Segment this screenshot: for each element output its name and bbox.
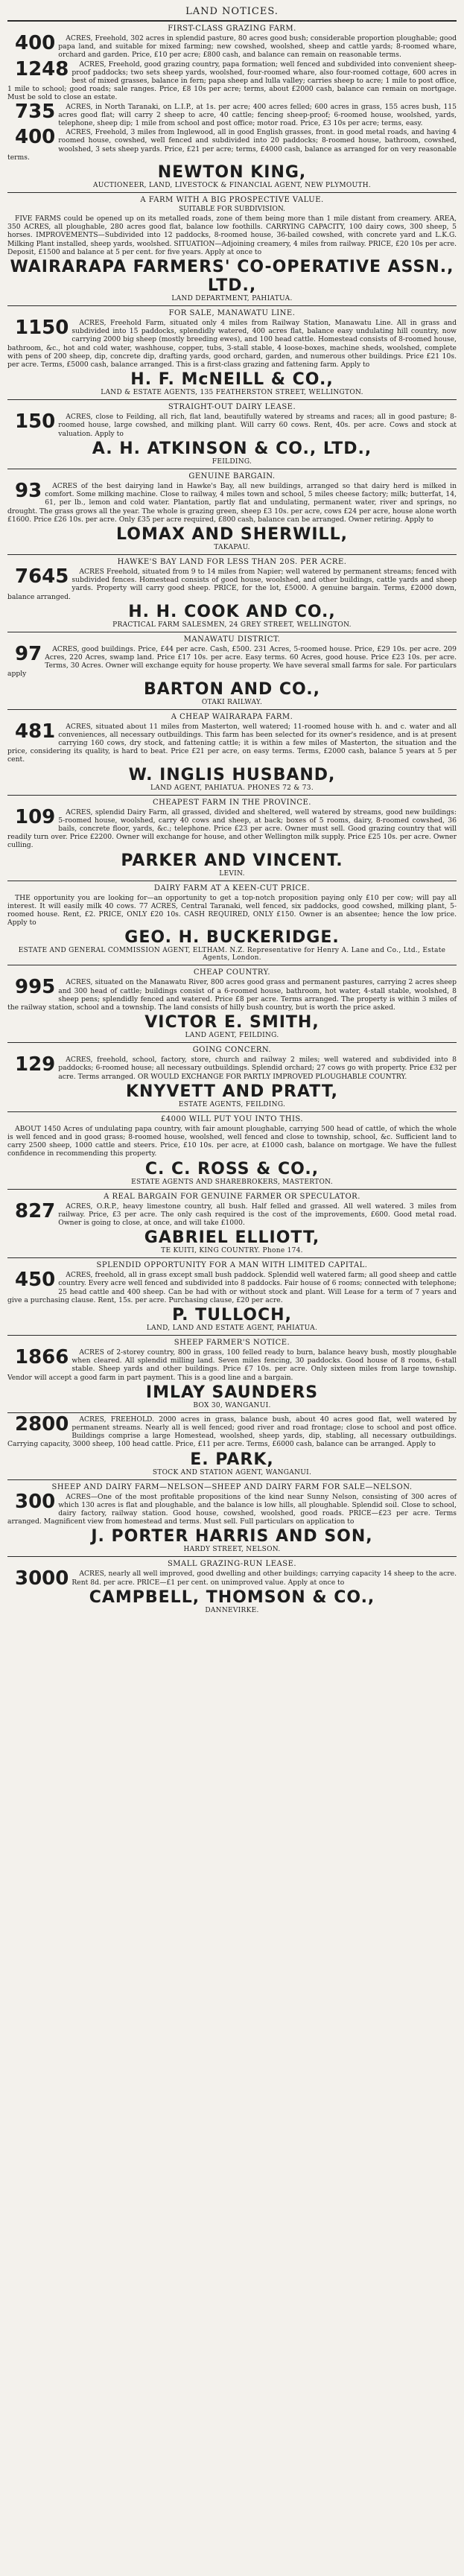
ad-heading: A FARM WITH A BIG PROSPECTIVE VALUE. bbox=[140, 196, 324, 205]
ad-body-text: ACRES, O.R.P., heavy limestone country, all bush. Half felled and grassed. All well watered. 3 miles from railway. Price, £3 per acre. The only cash required is the cost of the improvements, £600. Good metal road. Owner is going to close, at once, and will take £1000. bbox=[58, 1202, 457, 1228]
agent-name: VICTOR E. SMITH, bbox=[144, 1013, 320, 1032]
advertisement bbox=[7, 1479, 457, 1557]
ad-paragraph bbox=[7, 215, 457, 256]
advertisement bbox=[7, 20, 457, 192]
ad-body-text: ACRES, Freehold, 302 acres in splendid pasture, 80 acres good bush; considerable proportion ploughable; good papa land, and suitable for mixed farming; new cowshed, woolshed, sheep and cattle yards; 8-roomed whare, orchard and garden. Price, £10 per acre; £800 cash, and balance can remain on reasonable terms. bbox=[58, 34, 457, 60]
agent-address: LAND AGENT, FEILDING. bbox=[185, 1032, 279, 1040]
ad-paragraph bbox=[7, 100, 457, 128]
agent-name: NEWTON KING, bbox=[157, 163, 307, 183]
ad-paragraph bbox=[7, 479, 457, 524]
ad-subheading: SUITABLE FOR SUBDIVISION. bbox=[178, 206, 286, 214]
advertisement bbox=[7, 1412, 457, 1479]
advertisement bbox=[7, 399, 457, 469]
ad-body-text: ACRES, nearly all well improved, good dwelling and other buildings; carrying capacity 14 sheep to the acre. Rent 8d. per acre. PRICE—£1 per cent. on unimproved value. Apply at once to bbox=[71, 1570, 457, 1587]
advertisement bbox=[7, 469, 457, 554]
ad-paragraph bbox=[7, 128, 457, 162]
agent-name: GEO. H. BUCKERIDGE. bbox=[124, 928, 340, 948]
ad-body-text: ACRES, situated about 11 miles from Masterton, well watered; 11-roomed house with h. and c. water and all conveniences, all necessary outbuildings. This farm has been selected for its owner's residence, and is at present carrying 160 cows, dry stock, and fattening cattle; it is within a few miles of Masterton, the situation and the price, considering its quality, is hard to beat. Price £21 per acre, on easy terms. Terms, £2000 cash, balance 5 years at 5 per cent. bbox=[7, 722, 457, 764]
ad-heading: FOR SALE, MANAWATU LINE. bbox=[168, 309, 296, 318]
agent-name: BARTON AND CO., bbox=[144, 679, 320, 699]
acreage-number: 1866 bbox=[15, 1346, 69, 1369]
agent-name: PARKER AND VINCENT. bbox=[121, 851, 343, 870]
agent-address: LAND, LAND AND ESTATE AGENT, PAHIATUA. bbox=[146, 1325, 318, 1333]
agent-address: ESTATE AGENTS AND SHAREBROKERS, MASTERTON. bbox=[131, 1178, 333, 1186]
ad-heading: SMALL GRAZING-RUN LEASE. bbox=[167, 1560, 297, 1569]
ad-heading: SHEEP FARMER'S NOTICE. bbox=[174, 1339, 290, 1348]
ad-body-text: ACRES, freehold, all in grass except small bush paddock. Splendid well watered farm; all good sheep and cattle country. Every acre well fenced and subdivided into 8 paddocks. Fair house of 6 rooms; connected with telephone; 25 head cattle and 400 sheep. Can be had with or without stock and plant. Will Lease for a term of 7 years and give a purchasing clause. Rent, 15s. per acre. Purchasing clause, £20 per acre. bbox=[7, 1271, 457, 1304]
land-notices-page bbox=[7, 0, 457, 1617]
ad-body-text: ACRES, close to Feilding, all rich, flat land, beautifully watered by streams and races; all in good pasture; 8-roomed house, large cowshed, and milking plant. Will carry 60 cows. Rent, 40s. per acre. Cows and stock at valuation. Apply to bbox=[58, 413, 457, 438]
ad-body-text: ACRES, in North Taranaki, on L.I.P., at 1s. per acre; 400 acres felled; 600 acres in grass, 155 acres bush, 115 acres good flat; will carry 2 sheep to acre, 40 cattle; fencing sheep-proof; 6-roomed house, woolshed, yards, telephone, sheep dip; 1 mile from school and post office; motor road. Price, £3 10s per acre; terms, easy. bbox=[58, 102, 457, 128]
advertisement bbox=[7, 1189, 457, 1258]
acreage-number: 400 bbox=[15, 32, 56, 54]
ad-heading: A REAL BARGAIN FOR GENUINE FARMER OR SPECULATOR. bbox=[104, 1192, 360, 1201]
ad-heading: A CHEAP WAIRARAPA FARM. bbox=[171, 712, 293, 721]
agent-address: STOCK AND STATION AGENT, WANGANUI. bbox=[152, 1468, 312, 1476]
ad-paragraph bbox=[7, 1125, 457, 1158]
agent-name: CAMPBELL, THOMSON & CO., bbox=[89, 1587, 375, 1607]
ad-paragraph bbox=[7, 319, 457, 369]
acreage-number: 400 bbox=[15, 126, 56, 149]
ad-paragraph bbox=[7, 1199, 457, 1228]
ad-body-text: ACRES—One of the most profitable propositions of the kind near Sunny Nelson, consisting of 300 acres of which 130 acres is flat and ploughable, and the balance is low hills, all ploughable. Splendid soil. Close to school, dairy factory, railway station. Good house, cowshed, woolshed, good roads. PRICE—£23 per acre. Terms arranged. Magnificent view from homestead and terms. Must sell. Full particulars on application to bbox=[7, 1492, 457, 1526]
agent-name: C. C. ROSS & CO., bbox=[144, 1159, 320, 1178]
ad-heading: GENUINE BARGAIN. bbox=[188, 472, 276, 480]
ad-body-text: ACRES, splendid Dairy Farm, all grassed, divided and sheltered, well watered by streams, good new buildings: 5-roomed house, woolshed, carry 40 cows and sheep, at back; boxes of 5 rooms, dairy, 8-roomed cowshed, 36 bails, concrete floor, yards, &c.; telephone. Price £23 per acre. Owner must sell. Good grazing country that will readily turn over. Price £2200. Owner will exchange for house, and other Wellington milk supply. Price £25 10s. per acre. Owner culling. bbox=[7, 808, 457, 850]
agent-name: KNYVETT AND PRATT, bbox=[125, 1082, 339, 1101]
ad-paragraph bbox=[7, 1490, 457, 1526]
ad-paragraph bbox=[7, 1412, 457, 1449]
ad-heading: FIRST-CLASS GRAZING FARM. bbox=[168, 25, 296, 33]
ad-paragraph bbox=[7, 720, 457, 764]
agent-address: OTAKI RAILWAY. bbox=[201, 698, 263, 706]
ad-paragraph bbox=[7, 1053, 457, 1081]
advertisement bbox=[7, 1335, 457, 1412]
agent-address: ESTATE AGENTS, FEILDING. bbox=[178, 1100, 286, 1108]
agent-address: LAND & ESTATE AGENTS, 135 FEATHERSTON STREET, WELLINGTON. bbox=[101, 389, 363, 397]
ad-paragraph bbox=[7, 57, 457, 102]
advertisement bbox=[7, 632, 457, 709]
ad-heading: DAIRY FARM AT A KEEN-CUT PRICE. bbox=[153, 883, 311, 892]
ad-body-text: ACRES, freehold, school, factory, store, church and railway 2 miles; well watered and subdivided into 8 paddocks; 6-roomed house; all necessary outbuildings. Splendid orchard; 27 cows go with property. Price £32 per acre. Terms arranged. OR WOULD EXCHANGE FOR PARTLY IMPROVED PLOUGHABLE COUNTRY. bbox=[58, 1056, 457, 1081]
ads-column bbox=[7, 20, 457, 1617]
agent-address: TAKAPAU. bbox=[214, 543, 250, 551]
ad-paragraph bbox=[7, 410, 457, 438]
advertisement bbox=[7, 1042, 457, 1111]
ad-heading: SHEEP AND DAIRY FARM—NELSON—SHEEP AND DAIRY FARM FOR SALE—NELSON. bbox=[51, 1482, 413, 1491]
acreage-number: 129 bbox=[15, 1053, 56, 1076]
ad-heading: CHEAP COUNTRY. bbox=[193, 968, 271, 977]
ad-paragraph bbox=[7, 1271, 457, 1304]
advertisement bbox=[7, 1257, 457, 1335]
advertisement bbox=[7, 881, 457, 965]
agent-name: H. H. COOK AND CO., bbox=[128, 602, 336, 621]
advertisement bbox=[7, 965, 457, 1042]
acreage-number: 450 bbox=[15, 1269, 56, 1292]
agent-name: H. F. McNEILL & CO., bbox=[130, 370, 334, 390]
acreage-number: 97 bbox=[15, 642, 42, 665]
ad-paragraph bbox=[7, 805, 457, 850]
advertisement bbox=[7, 795, 457, 881]
acreage-number: 300 bbox=[15, 1490, 56, 1513]
page-title: LAND NOTICES. bbox=[185, 6, 279, 17]
agent-address: PRACTICAL FARM SALESMEN, 24 GREY STREET, WELLINGTON. bbox=[112, 621, 352, 629]
acreage-number: 481 bbox=[15, 720, 56, 743]
ad-paragraph bbox=[7, 978, 457, 1012]
agent-address: LEVIN. bbox=[219, 869, 245, 878]
ad-paragraph bbox=[7, 34, 457, 60]
ad-heading: CHEAPEST FARM IN THE PROVINCE. bbox=[153, 798, 311, 807]
ad-heading: MANAWATU DISTRICT. bbox=[183, 635, 281, 644]
acreage-number: 735 bbox=[15, 100, 56, 123]
acreage-number: 1150 bbox=[15, 317, 69, 340]
advertisement bbox=[7, 305, 457, 399]
agent-name: J. PORTER HARRIS AND SON, bbox=[91, 1527, 373, 1546]
acreage-number: 109 bbox=[15, 805, 56, 828]
advertisement bbox=[7, 1111, 457, 1189]
acreage-number: 1248 bbox=[15, 57, 69, 80]
ad-body-text: THE opportunity you are looking for—an opportunity to get a top-notch proposition paying only £10 per cow; will pay all interest. It will easily milk 40 cows. 77 ACRES, Central Taranaki, well fenced, six paddocks, good cowshed, milking plant, 5-roomed house. Rent, £2. PRICE, ONLY £20 10s. CASH REQUIRED, ONLY £150. Owner is an absentee; hence the low price. Apply to bbox=[7, 893, 457, 927]
ad-body-text: ACRES Freehold, situated from 9 to 14 miles from Napier; well watered by permanent streams; fenced with subdivided fences. Homestead consists of good house, woolshed, and other buildings, cattle yards and sheep yards. Property will carry good sheep. PRICE, for the lot, £5000. A genuine bargain. Terms, £2000 down, balance arranged. bbox=[7, 567, 457, 601]
ad-body-text: ACRES of the best dairying land in Hawke's Bay, all new buildings, arranged so that dairy herd is milked in comfort. Some milking machine. Close to railway, 4 miles town and school, 5 miles cheese factory; milk; butterfat, 14, 61, per lb., lemon and cold water. Plantation, partly flat and undulating, permanent water, river and springs, no drought. The grass grows all the year. The whole is grazing green, sheep £3 10s. per acre, cows £24 per acre, house alone worth £1600. Price £26 10s. per acre. Only £35 per acre required, £800 cash, balance can be arranged. Owner retiring. Apply to bbox=[7, 481, 457, 524]
agent-address: ESTATE AND GENERAL COMMISSION AGENT, ELTHAM. N.Z. Representative for Henry A. Lane and Co., Ltd., Estate Agents, London. bbox=[18, 947, 446, 962]
ad-paragraph bbox=[7, 565, 457, 601]
ad-heading: STRAIGHT-OUT DAIRY LEASE. bbox=[168, 403, 296, 412]
acreage-number: 7645 bbox=[15, 565, 69, 588]
agent-name: P. TULLOCH, bbox=[172, 1306, 292, 1325]
ad-paragraph bbox=[7, 642, 457, 679]
advertisement bbox=[7, 554, 457, 632]
agent-address: TE KUITI, KING COUNTRY. Phone 174. bbox=[161, 1247, 303, 1255]
ad-body-text: ACRES, Freehold, good grazing country, papa formation; well fenced and subdivided into convenient sheep-proof paddocks; two sets sheep yards, woolshed, four-roomed whare, also four-roomed cottage, 600 acres in best of mixed grasses, balance in fern; papa sheep and lulla valley; carries sheep to acre; 1 mile to post office, 1 mile to school; good roads; sale ranges. Price, £8 10s per acre; terms, about £2000 cash, balance can remain on mortgage. Must be sold to close an estate. bbox=[7, 60, 457, 102]
acreage-number: 995 bbox=[15, 976, 56, 999]
agent-address: HARDY STREET, NELSON. bbox=[183, 1546, 281, 1554]
agent-address: LAND AGENT, PAHIATUA. PHONES 72 & 73. bbox=[150, 784, 314, 792]
ad-heading: HAWKE'S BAY LAND FOR LESS THAN 20S. PER ACRE. bbox=[117, 557, 347, 566]
ad-body-text: FIVE FARMS could be opened up on its metalled roads, zone of them being more than 1 mile distant from creamery. AREA, 350 ACRES, all ploughable, 280 acres good flat, balance low foothills. CARRYING CAPACITY, 100 dairy cows, 300 sheep, 5 horses. IMPROVEMENTS—Subdivided into 12 paddocks, 8-roomed house, 36-bailed cowshed, with concrete yard and L.K.G. Milking Plant installed, sheep yards, woolshed. SITUATION—Adjoining creamery, 4 miles from railway. PRICE, £20 10s per acre. Deposit, £1500 and balance at 5 per cent. for five years. Apply at once to bbox=[7, 215, 457, 256]
acreage-number: 827 bbox=[15, 1199, 56, 1222]
ad-body-text: ACRES, Freehold, 3 miles from Inglewood, all in good English grasses, front. in good metal roads, and having 4 roomed house, cowshed, well fenced and subdivided into 20 paddocks; 8-roomed house, bathroom, cowshed, woolshed, 3 sets sheep yards. Price, £21 per acre; terms, £4000 cash, balance as arranged for on very reasonable terms. bbox=[7, 128, 457, 162]
ad-paragraph bbox=[7, 894, 457, 927]
ad-body-text: ABOUT 1450 Acres of undulating papa country, with fair amount ploughable, carrying 500 head of cattle, of which the whole is well fenced and in good grass; 8-roomed house, woolshed, well fenced and close to township, school, &c. Sufficient land to carry 2500 sheep, 1000 cattle and steers. Price, £10 10s. per acre, at £1000 cash, balance on mortgage. We have the fullest confidence in recommending this property. bbox=[7, 1124, 457, 1158]
ad-body-text: ACRES, situated on the Manawatu River, 800 acres good grass and permanent pastures, carrying 2 acres sheep and 300 head of cattle; buildings consist of a 6-roomed house, bathroom, hot water, 4-stall stable, woolshed, 8 sheep pens; splendidly fenced and watered. Price £8 per acre. Terms arranged. The property is within 3 miles of the railway station, school and a township. The land consists of hilly bush country, but is worth the price asked. bbox=[7, 978, 457, 1012]
ad-paragraph bbox=[7, 1348, 457, 1382]
agent-name: GABRIEL ELLIOTT, bbox=[144, 1228, 320, 1248]
acreage-number: 93 bbox=[15, 479, 42, 502]
agent-name: WAIRARAPA FARMERS' CO-OPERATIVE ASSN., LTD., bbox=[10, 258, 454, 296]
acreage-number: 150 bbox=[15, 410, 56, 434]
ad-heading: GOING CONCERN. bbox=[192, 1046, 272, 1055]
acreage-number: 2800 bbox=[15, 1412, 69, 1435]
agent-address: LAND DEPARTMENT, PAHIATUA. bbox=[171, 295, 293, 303]
agent-address: BOX 30, WANGANUI. bbox=[193, 1401, 271, 1409]
agent-name: IMLAY SAUNDERS bbox=[145, 1383, 319, 1402]
agent-address: DANNEVIRKE. bbox=[205, 1606, 259, 1614]
advertisement bbox=[7, 709, 457, 795]
advertisement bbox=[7, 192, 457, 305]
agent-name: W. INGLIS HUSBAND, bbox=[128, 765, 336, 784]
agent-name: A. H. ATKINSON & CO., LTD., bbox=[92, 439, 372, 458]
advertisement bbox=[7, 1556, 457, 1617]
acreage-number: 3000 bbox=[15, 1567, 69, 1590]
ad-heading: SPLENDID OPPORTUNITY FOR A MAN WITH LIMITED CAPITAL. bbox=[96, 1261, 368, 1270]
ad-body-text: ACRES, good buildings. Price, £44 per acre. Cash, £500. 231 Acres, 5-roomed house. Price, £29 10s. per acre. 209 Acres, 220 Acres, swamp land. Price £17 10s. per acre. Easy terms. 60 Acres, good house. Price £23 10s. per acre. Terms, 30 Acres. Owner will exchange equity for house property. We have several small farms for sale. For particulars apply bbox=[7, 644, 457, 679]
ad-body-text: ACRES, FREEHOLD. 2000 acres in grass, balance bush, about 40 acres good flat, well watered by permanent streams. Nearly all is well fenced; good river and road frontage; close to school and post office. Buildings comprise a large Homestead, woolshed, sheep yards, dip, stabling, all necessary outbuildings. Carrying capacity, 3000 sheep, 100 head cattle. Price, £11 per acre. Terms, £6000 cash, balance can be arranged. Apply to bbox=[7, 1415, 457, 1449]
ad-paragraph bbox=[7, 1567, 457, 1590]
agent-name: E. PARK, bbox=[190, 1450, 274, 1469]
agent-address: AUCTIONEER, LAND, LIVESTOCK & FINANCIAL AGENT, NEW PLYMOUTH. bbox=[92, 182, 372, 190]
agent-address: FEILDING. bbox=[212, 457, 252, 466]
ad-body-text: ACRES, Freehold Farm, situated only 4 miles from Railway Station, Manawatu Line. All in grass and subdivided into 15 paddocks, splendidly watered, 400 acres flat, balance easy undulating hill country, now carrying 2000 big sheep (mostly breeding ewes), and 100 head cattle. Homestead consists of 8-roomed house, bathroom, &c., hot and cold water, washhouse, copper, tubs, 3-stall stable, 4 loose-boxes, machine sheds, woolshed, complete with pens of 200 sheep, dip, concrete dip, drafting yards, good orchard, garden, and numerous other buildings. Price £21 10s. per acre. Terms, £5000 cash, balance arranged. This is a first-class grazing and fattening farm. Apply to bbox=[7, 319, 457, 369]
ad-body-text: ACRES of 2-storey country, 800 in grass, 100 felled ready to burn, balance heavy bush, mostly ploughable when cleared. All splendid milling land. Seven miles fencing, 30 paddocks. Good house of 8 rooms, 6-stall stable. Sheep yards and other buildings. Price £7 10s. per acre. Only sixteen miles from large township. Vendor will accept a good farm in part payment. This is a good line and a bargain. bbox=[7, 1348, 457, 1382]
ad-heading: £4000 WILL PUT YOU INTO THIS. bbox=[160, 1114, 304, 1123]
agent-name: LOMAX AND SHERWILL, bbox=[116, 524, 348, 544]
